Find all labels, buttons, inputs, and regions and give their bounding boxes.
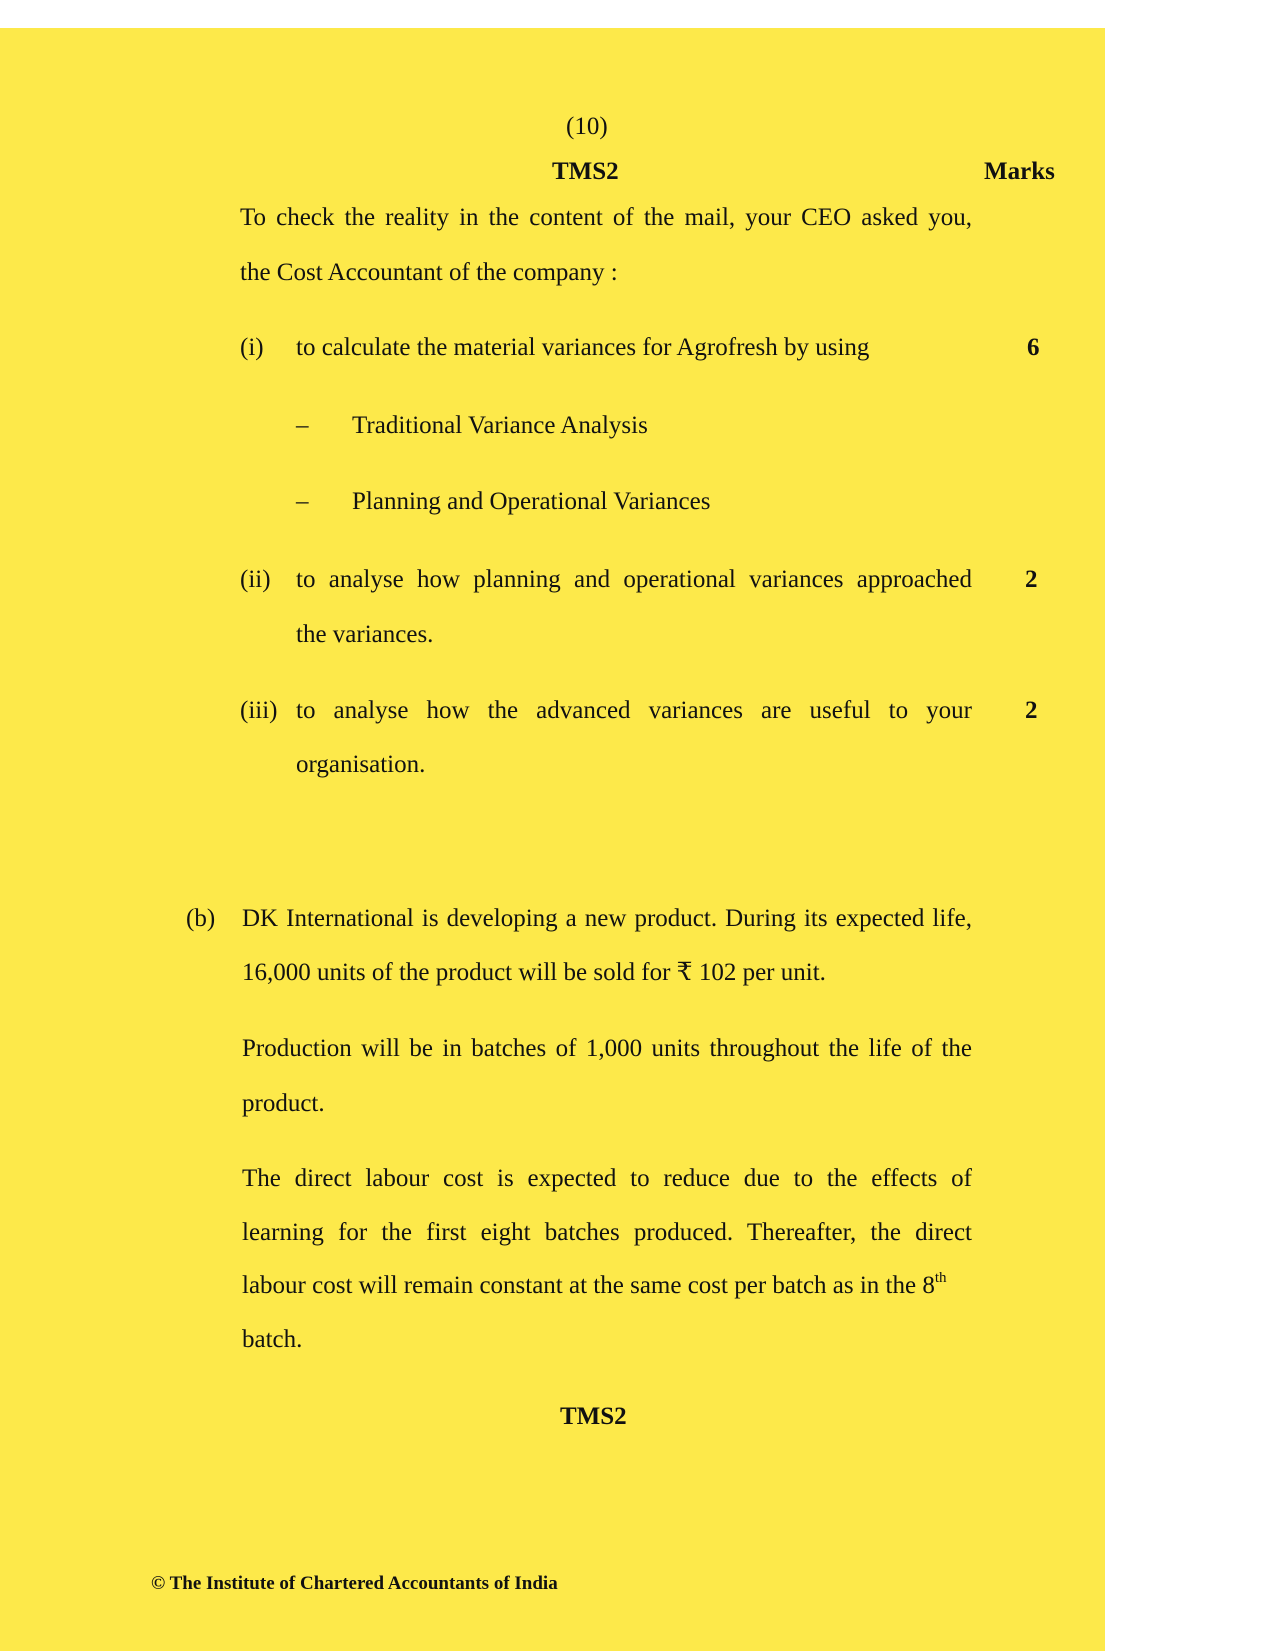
part-b-p3-line-4: batch. — [242, 1326, 303, 1353]
subitem-bullet: – — [296, 488, 309, 515]
paper-code-footer: TMS2 — [560, 1403, 627, 1430]
subitem-traditional-variance: Traditional Variance Analysis — [352, 412, 648, 439]
part-b-p2-line-1: Production will be in batches of 1,000 units throughout the life of the — [242, 1035, 972, 1062]
item-i-marks: 6 — [1027, 334, 1040, 361]
part-b-p3-line-3-text: labour cost will remain constant at the same cost per batch as in the 8 — [242, 1272, 935, 1299]
item-iii-marks: 2 — [1025, 697, 1038, 724]
part-b-label: (b) — [186, 905, 216, 932]
ordinal-suffix: th — [934, 1269, 947, 1286]
item-i-number: (i) — [240, 334, 264, 361]
part-b-p3-line-3 — [242, 1271, 947, 1301]
part-b-p2-line-2: product. — [242, 1090, 325, 1117]
subitem-planning-operational: Planning and Operational Variances — [352, 488, 711, 515]
item-ii-line-2: the variances. — [296, 621, 434, 648]
part-b-p1-line-1: DK International is developing a new product. During its expected life, — [242, 905, 972, 932]
intro-line-1: To check the reality in the content of the mail, your CEO asked you, — [240, 204, 972, 231]
item-i-text: to calculate the material variances for Agrofresh by using — [296, 334, 870, 361]
marks-column-label: Marks — [984, 158, 1055, 185]
paper-code-header: TMS2 — [552, 158, 619, 185]
subitem-bullet: – — [296, 412, 309, 439]
part-b-p3-line-2: learning for the first eight batches produced. Thereafter, the direct — [242, 1219, 972, 1246]
item-iii-line-1: to analyse how the advanced variances are useful to your — [296, 697, 972, 724]
intro-line-2: the Cost Accountant of the company : — [240, 259, 618, 286]
item-ii-marks: 2 — [1025, 566, 1038, 593]
item-ii-number: (ii) — [240, 566, 271, 593]
copyright-notice: © The Institute of Chartered Accountants of India — [151, 1573, 558, 1594]
part-b-p3-line-1: The direct labour cost is expected to reduce due to the effects of — [242, 1165, 972, 1192]
item-iii-line-2: organisation. — [296, 751, 426, 778]
item-iii-number: (iii) — [240, 697, 278, 724]
item-ii-line-1: to analyse how planning and operational variances approached — [296, 566, 972, 593]
page-number: (10) — [566, 113, 608, 140]
part-b-p1-line-2: 16,000 units of the product will be sold for ₹ 102 per unit. — [242, 959, 826, 986]
